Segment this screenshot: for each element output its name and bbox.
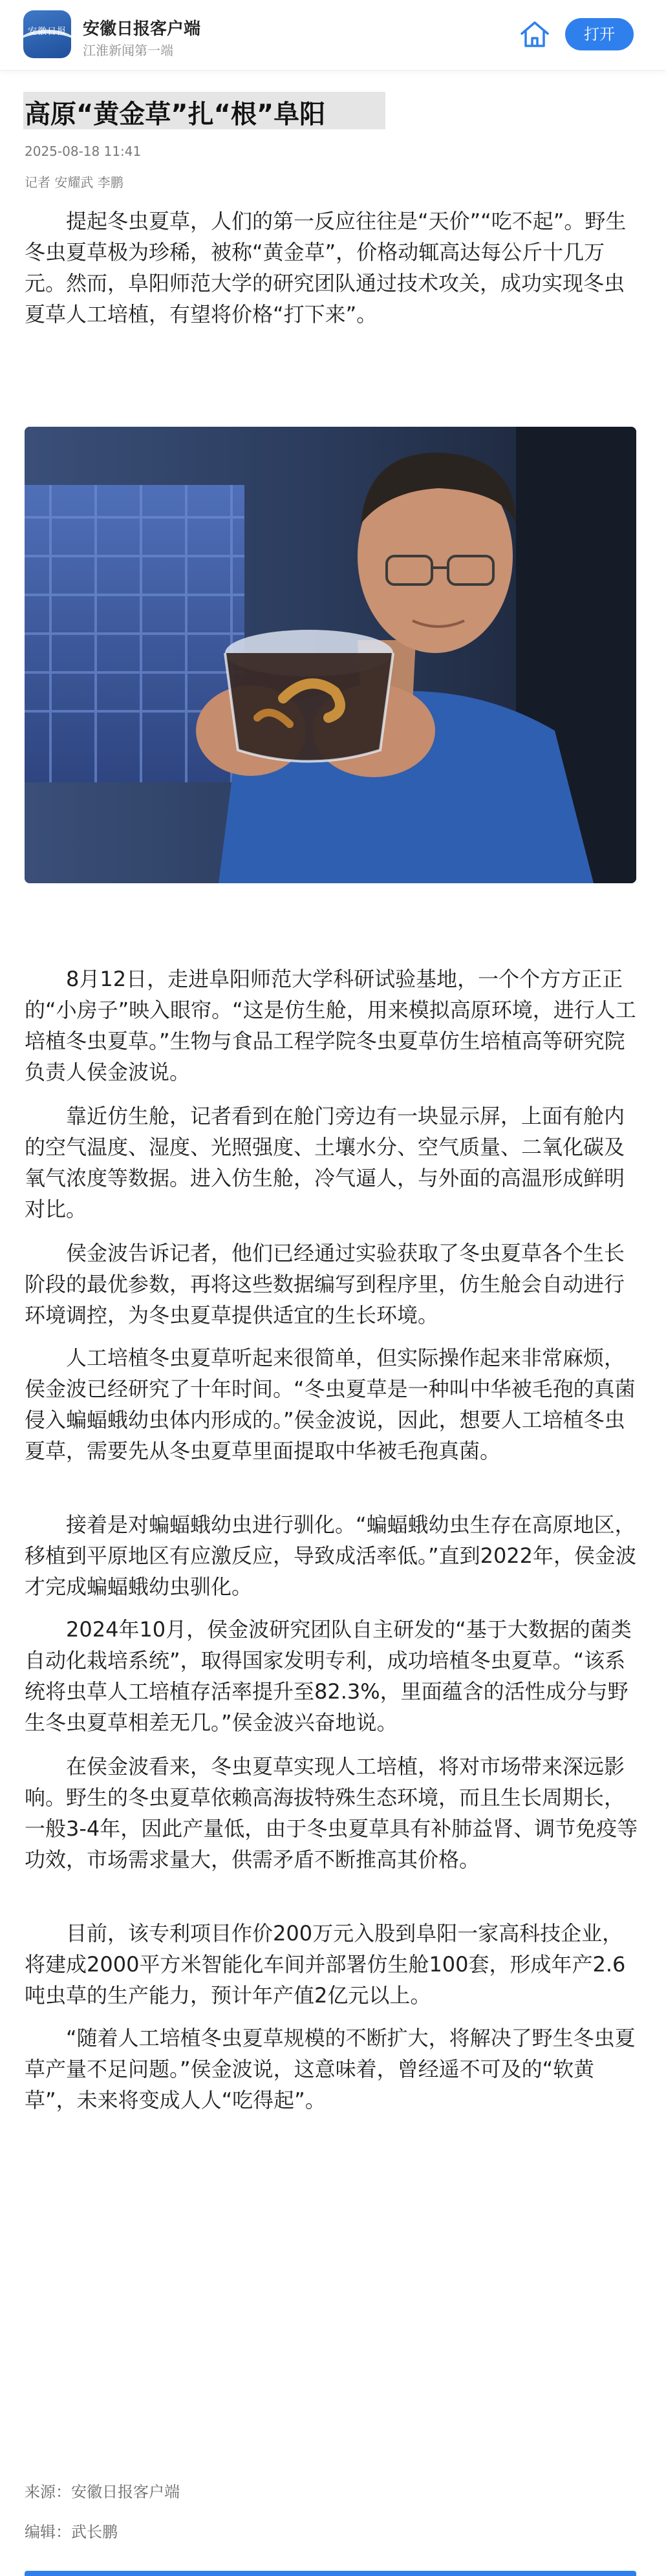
researcher-photo <box>25 427 636 883</box>
article-paragraph: 提起冬虫夏草，人们的第一反应往往是“天价”“吃不起”。野生冬虫夏草极为珍稀，被称“黄金草”，价格动辄高达每公斤十几万元。然而，阜阳师范大学的研究团队通过技术攻关，成功实现冬虫夏草人工培植，有望将价格“打下来”。 <box>25 209 627 327</box>
article-source: 来源：安徽日报客户端 <box>25 2483 180 2501</box>
article-paragraph: 人工培植冬虫夏草听起来很简单，但实际操作起来非常麻烦，侯金波已经研究了十年时间。“冬虫夏草是一种叫中华被毛孢的真菌侵入蝙蝠蛾幼虫体内形成的。”侯金波说，因此，想要人工培植冬虫夏草，需要先从冬虫夏草里面提取中华被毛孢真菌。 <box>25 1346 636 1463</box>
logo-icon[interactable] <box>23 10 71 58</box>
article-title: 高原“黄金草”扎“根”阜阳 <box>25 100 326 129</box>
article-editor: 编辑：武长鹏 <box>25 2523 118 2541</box>
bottom-bar <box>25 2571 636 2576</box>
article-paragraph: 靠近仿生舱，记者看到在舱门旁边有一块显示屏，上面有舱内的空气温度、湿度、光照强度、土壤水分、空气质量、二氧化碳及氧气浓度等数据。进入仿生舱，冷气逼人，与外面的高温形成鲜明对比。 <box>25 1104 625 1221</box>
reporter-byline: 记者 安耀武 李鹏 <box>25 175 124 190</box>
app-slogan: 江淮新闻第一端 <box>83 43 173 58</box>
open-app-button[interactable]: 打开 <box>565 18 634 50</box>
home-icon[interactable] <box>519 19 551 49</box>
article-paragraph: 在侯金波看来，冬虫夏草实现人工培植，将对市场带来深远影响。野生的冬虫夏草依赖高海拔特殊生态环境，而且生长周期长，一般3-4年，因此产量低，由于冬虫夏草具有补肺益肾、调节免疫等功效，市场需求量大，供需矛盾不断推高其价格。 <box>25 1754 638 1872</box>
app-name: 安徽日报客户端 <box>83 19 201 39</box>
publish-date: 2025-08-18 11:41 <box>25 144 142 159</box>
app-header <box>0 0 666 70</box>
article-photo[interactable] <box>25 427 636 883</box>
article-paragraph: 2024年10月，侯金波研究团队自主研发的“基于大数据的菌类自动化栽培系统”，取得国家发明专利，成功培植冬虫夏草。“该系统将虫草人工培植存活率提升至82.3%，里面蕴含的活性成分与野生冬虫夏草相差无几。”侯金波兴奋地说。 <box>25 1617 632 1735</box>
logo-text: 安徽日报 <box>28 27 67 37</box>
article-paragraph: 侯金波告诉记者，他们已经通过实验获取了冬虫夏草各个生长阶段的最优参数，再将这些数据编写到程序里，仿生舱会自动进行环境调控，为冬虫夏草提供适宜的生长环境。 <box>25 1241 625 1327</box>
article-paragraph: “随着人工培植冬虫夏草规模的不断扩大，将解决了野生冬虫夏草产量不足问题。”侯金波说，这意味着，曾经遥不可及的“软黄草”，未来将变成人人“吃得起”。 <box>25 2026 636 2112</box>
article-paragraph: 8月12日，走进阜阳师范大学科研试验基地，一个个方方正正的“小房子”映入眼帘。“这是仿生舱，用来模拟高原环境，进行人工培植冬虫夏草。”生物与食品工程学院冬虫夏草仿生培植高等研究院负责人侯金波说。 <box>25 967 636 1084</box>
article-paragraph: 接着是对蝙蝠蛾幼虫进行驯化。“蝙蝠蛾幼虫生存在高原地区，移植到平原地区有应激反应，导致成活率低。”直到2022年，侯金波才完成蝙蝠蛾幼虫驯化。 <box>25 1512 637 1599</box>
article-paragraph: 目前，该专利项目作价200万元入股到阜阳一家高科技企业，将建成2000平方米智能化车间并部署仿生舱100套，形成年产2.6吨虫草的生产能力，预计年产值2亿元以上。 <box>25 1921 626 2008</box>
